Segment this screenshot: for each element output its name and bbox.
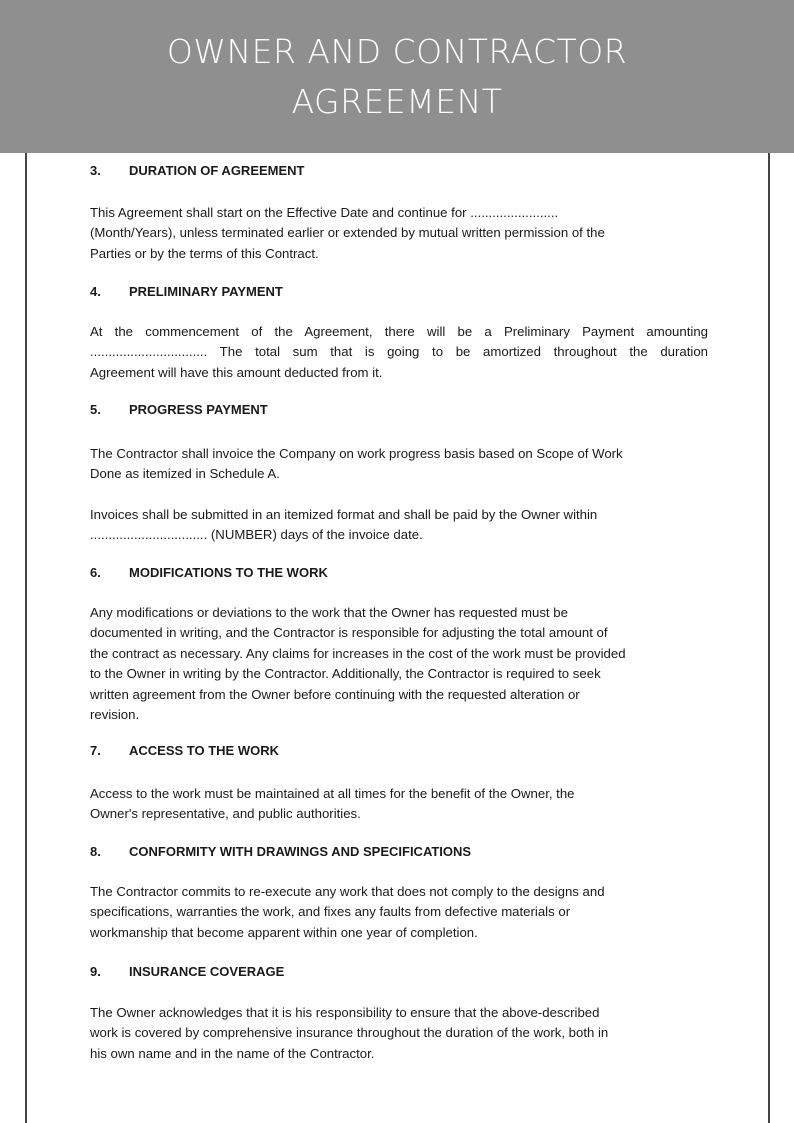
section-heading [90, 743, 708, 763]
paragraph-line: to the Owner in writing by the Contractor. Additionally, the Contractor is required to seek [90, 666, 601, 682]
paragraph-line: Parties or by the terms of this Contract. [90, 245, 319, 261]
section-heading [90, 284, 708, 304]
section-title: CONFORMITY WITH DRAWINGS AND SPECIFICATIONS [129, 844, 472, 859]
section-paragraph [90, 1003, 708, 1064]
section-title: INSURANCE COVERAGE [129, 964, 285, 979]
page-border-right [768, 153, 770, 1123]
section-heading [90, 402, 708, 422]
section-number: 9. [90, 964, 101, 979]
section-paragraph [90, 322, 708, 383]
section-number: 5. [90, 402, 101, 417]
section-number: 6. [90, 565, 101, 580]
section-title: DURATION OF AGREEMENT [129, 163, 305, 178]
paragraph-line: This Agreement shall start on the Effective Date and continue for ........................ [90, 205, 559, 220]
section-paragraph [90, 203, 708, 264]
paragraph-line: Access to the work must be maintained at all times for the benefit of the Owner, the [90, 786, 575, 801]
section-heading [90, 964, 708, 984]
paragraph-line: The Contractor shall invoice the Company on work progress basis based on Scope of Work [90, 446, 623, 461]
paragraph-line: Owner's representative, and public authorities. [90, 806, 361, 822]
section-paragraph [90, 505, 708, 546]
section-heading [90, 163, 708, 183]
page-border-left [25, 153, 27, 1123]
paragraph-line: documented in writing, and the Contractor is responsible for adjusting the total amount of [90, 625, 608, 641]
section-number: 4. [90, 284, 101, 299]
paragraph-line: revision. [90, 706, 140, 722]
paragraph-line: ................................ (NUMBER) days of the invoice date. [90, 527, 423, 543]
paragraph-line: At the commencement of the Agreement, there will be a Preliminary Payment amounting [90, 324, 708, 339]
paragraph-line: his own name and in the name of the Contractor. [90, 1045, 375, 1061]
title-banner [0, 0, 794, 153]
section-title: PROGRESS PAYMENT [129, 402, 268, 417]
section-paragraph [90, 784, 708, 825]
paragraph-line: workmanship that become apparent within one year of completion. [90, 924, 478, 940]
paragraph-line: Agreement will have this amount deducted from it. [90, 364, 383, 380]
paragraph-line: Any modifications or deviations to the work that the Owner has requested must be [90, 605, 568, 620]
page-title-line-2: AGREEMENT [291, 82, 503, 121]
paragraph-line: The Contractor commits to re-execute any work that does not comply to the designs and [90, 884, 605, 899]
section-number: 7. [90, 743, 101, 758]
section-title: MODIFICATIONS TO THE WORK [129, 565, 328, 580]
section-heading [90, 844, 708, 864]
paragraph-line: ................................ The total sum that is going to be amortized throughout the duration [90, 344, 708, 360]
paragraph-line: the contract as necessary. Any claims for increases in the cost of the work must be provided [90, 645, 626, 661]
section-title: PRELIMINARY PAYMENT [129, 284, 283, 299]
paragraph-line: Done as itemized in Schedule A. [90, 466, 280, 482]
page-title-line-1: OWNER AND CONTRACTOR [166, 32, 628, 71]
section-paragraph [90, 444, 708, 485]
section-paragraph [90, 882, 708, 943]
section-heading [90, 565, 708, 585]
section-number: 3. [90, 163, 101, 178]
paragraph-line: work is covered by comprehensive insurance throughout the duration of the work, both in [90, 1025, 609, 1041]
section-paragraph [90, 603, 708, 725]
paragraph-line: (Month/Years), unless terminated earlier or extended by mutual written permission of the [90, 225, 605, 241]
paragraph-line: The Owner acknowledges that it is his responsibility to ensure that the above-described [90, 1005, 600, 1020]
section-title: ACCESS TO THE WORK [129, 743, 279, 758]
paragraph-line: specifications, warranties the work, and fixes any faults from defective materials or [90, 904, 571, 920]
paragraph-line: written agreement from the Owner before continuing with the requested alteration or [90, 686, 580, 702]
paragraph-line: Invoices shall be submitted in an itemized format and shall be paid by the Owner within [90, 507, 598, 522]
section-number: 8. [90, 844, 101, 859]
